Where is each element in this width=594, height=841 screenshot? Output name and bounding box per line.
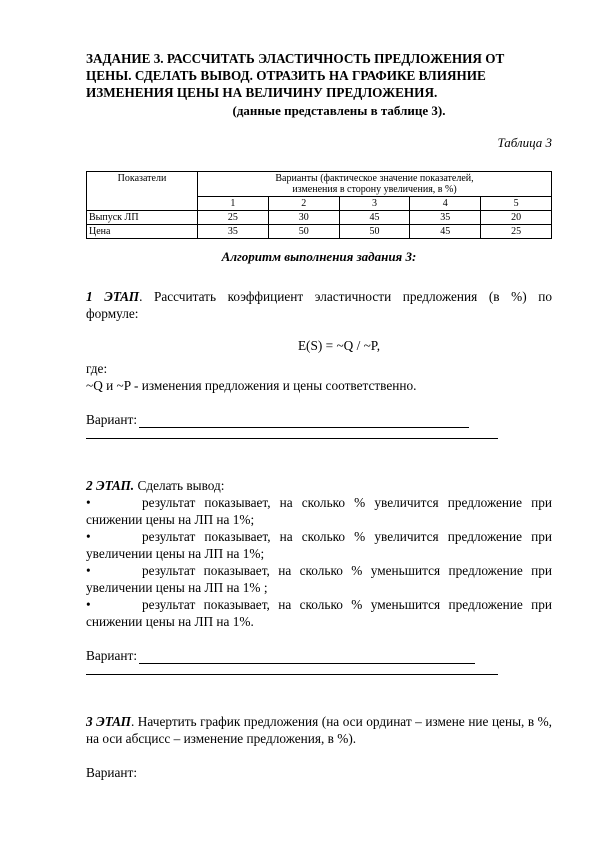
stage-1-answer-line[interactable] (139, 415, 469, 428)
conclusion-option-text: результат показывает, на сколько % уменьшится предложение при (142, 563, 552, 578)
task-heading-line-3: ИЗМЕНЕНИЯ ЦЕНЫ НА ВЕЛИЧИНУ ПРЕДЛОЖЕНИЯ. (86, 85, 438, 100)
variant-number-cell: 2 (268, 197, 339, 211)
formula-where: где: (86, 361, 108, 376)
stage-3-label: 3 ЭТАП (86, 714, 131, 729)
conclusion-option[interactable] (86, 528, 552, 545)
table-cell: 50 (268, 225, 339, 239)
variant-number-cell: 1 (198, 197, 269, 211)
document-page (86, 50, 552, 781)
row-label: Цена (87, 225, 198, 239)
stage-1-text: . Рассчитать коэффициент эластичности предложения (в %) по (139, 289, 552, 304)
conclusion-option-text: результат показывает, на сколько % увеличится предложение при (142, 495, 552, 510)
bullet-icon: • (86, 563, 91, 578)
stage-1-text-continued: формуле: (86, 306, 139, 321)
stage-2-heading (86, 477, 552, 494)
formula-explanation: ~Q и ~P - изменения предложения и цены соответственно. (86, 378, 417, 393)
table-header-variants (198, 172, 552, 197)
data-table (86, 171, 552, 239)
stage-2-variant (86, 647, 552, 664)
stage-3-paragraph (86, 713, 552, 747)
conclusion-option-continued: увеличении цены на ЛП на 1% ; (86, 580, 268, 595)
table-row-price (87, 225, 552, 239)
stage-2-label: 2 ЭТАП. (86, 478, 135, 493)
table-header-indicators: Показатели (87, 172, 198, 211)
table-row-output (87, 211, 552, 225)
table-cell: 30 (268, 211, 339, 225)
task-heading-line-2: ЦЕНЫ. СДЕЛАТЬ ВЫВОД. ОТРАЗИТЬ НА ГРАФИКЕ ВЛИЯНИЕ (86, 68, 486, 83)
stage-2-answer-line[interactable] (139, 651, 475, 664)
table-cell: 35 (198, 225, 269, 239)
stage-1-variant-label: Вариант: (86, 412, 138, 427)
task-heading-note: (данные представлены в таблице 3). (232, 103, 446, 118)
stage-1-label: 1 ЭТАП (86, 289, 140, 304)
variant-number-cell: 5 (481, 197, 552, 211)
stage-3-text: . Начертить график предложения (на оси ординат – измене ние цены, в %, на оси абсцисс – изменение предложения, в %). (86, 714, 553, 746)
stage-1-answer-line-2[interactable] (86, 428, 498, 439)
task-heading-line-1: ЗАДАНИЕ 3. РАССЧИТАТЬ ЭЛАСТИЧНОСТЬ ПРЕДЛОЖЕНИЯ ОТ (86, 51, 505, 66)
table-header-row (87, 172, 552, 197)
table-cell: 45 (410, 225, 481, 239)
table-header-variants-line-2: изменения в сторону увеличения, в %) (292, 184, 457, 195)
bullet-icon: • (86, 597, 91, 612)
table-cell: 20 (481, 211, 552, 225)
conclusion-option-text: результат показывает, на сколько % увеличится предложение при (142, 529, 552, 544)
stage-2-intro: Сделать вывод: (134, 478, 225, 493)
task-heading (86, 50, 552, 101)
stage-2-variant-label: Вариант: (86, 648, 138, 663)
row-label: Выпуск ЛП (87, 211, 198, 225)
stage-1-paragraph (86, 288, 552, 305)
table-header-variants-line-1: Варианты (фактическое значение показателей, (275, 173, 474, 184)
conclusion-option[interactable] (86, 562, 552, 579)
table-caption: Таблица 3 (497, 135, 552, 150)
stage-3-variant-label: Вариант: (86, 765, 138, 780)
conclusion-option-continued: снижении цены на ЛП на 1%; (86, 512, 255, 527)
table-cell: 25 (198, 211, 269, 225)
bullet-icon: • (86, 529, 91, 544)
variant-number-cell: 4 (410, 197, 481, 211)
stage-2-answer-line-2[interactable] (86, 664, 498, 675)
stage-1-variant (86, 411, 552, 428)
table-cell: 35 (410, 211, 481, 225)
bullet-icon: • (86, 495, 91, 510)
table-cell: 45 (339, 211, 410, 225)
conclusion-option-text: результат показывает, на сколько % уменьшится предложение при (142, 597, 552, 612)
variant-number-cell: 3 (339, 197, 410, 211)
table-cell: 25 (481, 225, 552, 239)
table-cell: 50 (339, 225, 410, 239)
conclusion-option[interactable] (86, 596, 552, 613)
algorithm-title: Алгоритм выполнения задания 3: (221, 249, 417, 264)
conclusion-option[interactable] (86, 494, 552, 511)
conclusion-option-continued: увеличении цены на ЛП на 1%; (86, 546, 265, 561)
elasticity-formula: E(S) = ~Q / ~P, (297, 338, 381, 353)
conclusion-option-continued: снижении цены на ЛП на 1%. (86, 614, 254, 629)
